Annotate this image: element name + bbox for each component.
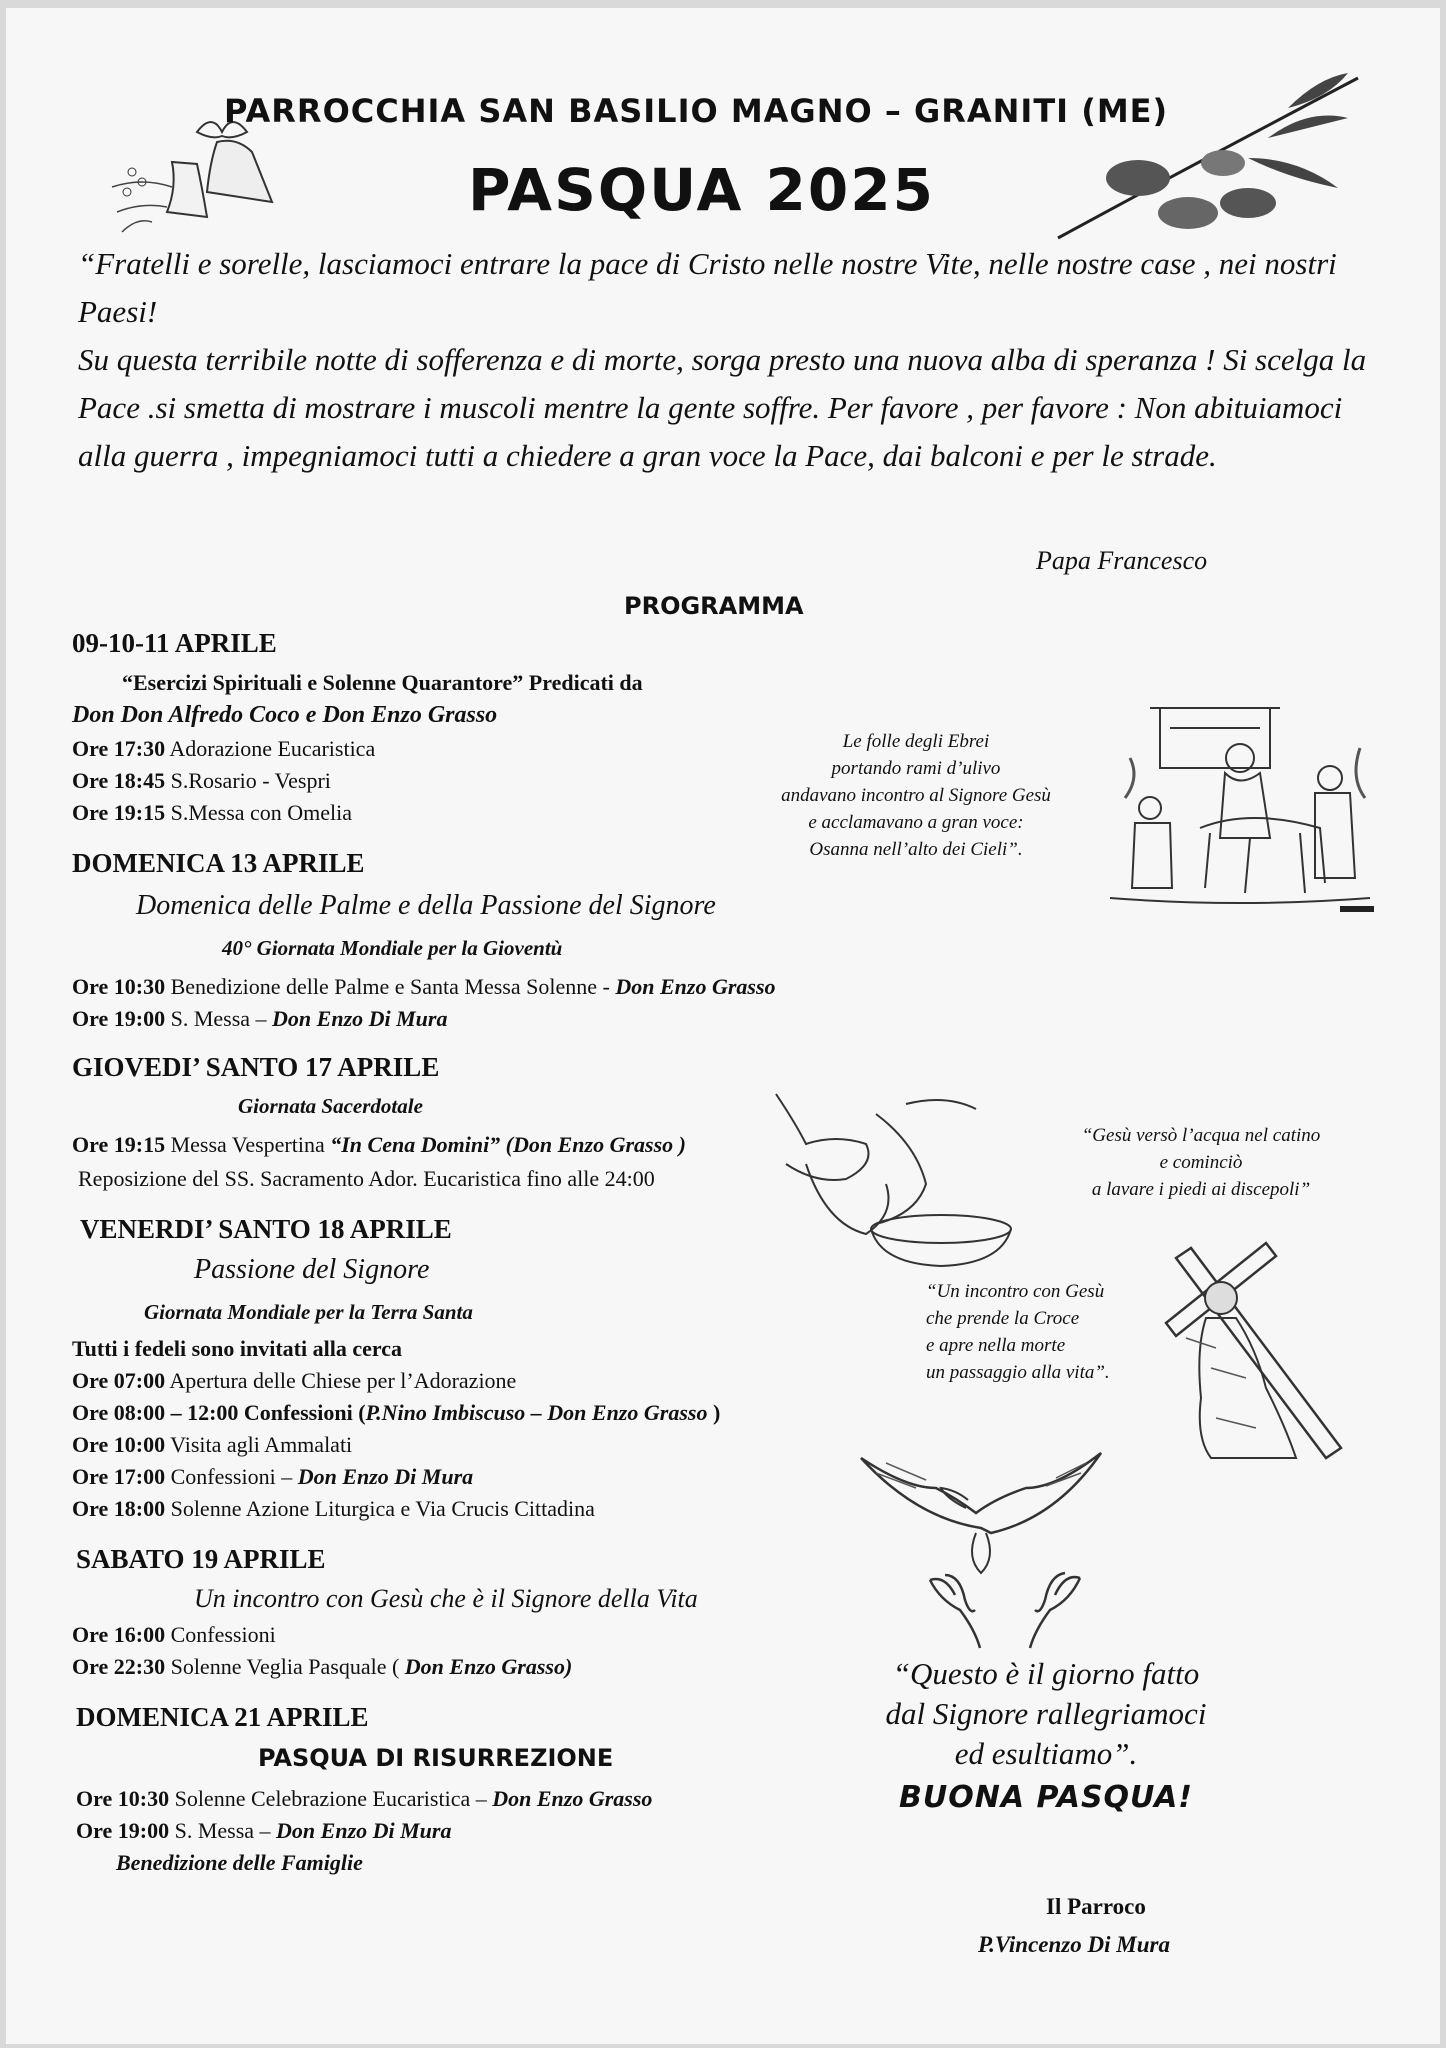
foot-washing-illustration — [766, 1084, 1016, 1274]
quote-paragraph: “Fratelli e sorelle, lasciamoci entrare la pace di Cristo nelle nostre Vite, nelle nostre case , nei nostri Paesi! — [78, 246, 1337, 329]
caption-cross: “Un incontro con Gesù che prende la Croce e apre nella morte un passaggio alla vita”. — [926, 1281, 1110, 1383]
day-heading: SABATO 19 APRILE — [76, 1544, 326, 1574]
day-note: Giornata Mondiale per la Terra Santa — [144, 1300, 473, 1324]
schedule-item: Ore 18:00 Solenne Azione Liturgica e Via Crucis Cittadina — [72, 1496, 595, 1521]
blessing-note: Benedizione delle Famiglie — [116, 1850, 363, 1875]
day-heading: DOMENICA 21 APRILE — [76, 1702, 369, 1732]
flyer-page — [6, 8, 1440, 2044]
schedule-item: Ore 10:30 Benedizione delle Palme e Santa Messa Solenne - Don Enzo Grasso — [72, 974, 776, 999]
signature-role: Il Parroco — [1046, 1894, 1146, 1919]
day-subtitle: Un incontro con Gesù che è il Signore della Vita — [194, 1584, 698, 1613]
schedule-item: Ore 16:00 Confessioni — [72, 1622, 276, 1647]
day-note: 40° Giornata Mondiale per la Gioventù — [222, 936, 563, 960]
signature-name: P.Vincenzo Di Mura — [978, 1932, 1170, 1957]
quote-author: Papa Francesco — [1036, 546, 1208, 575]
schedule-item: Ore 19:15 Messa Vespertina “In Cena Domini” (Don Enzo Grasso ) — [72, 1132, 686, 1157]
caption-feet: “Gesù versò l’acqua nel catino e cominciò a lavare i piedi ai discepoli” — [1081, 1125, 1321, 1200]
pope-quote — [78, 240, 1388, 480]
day-heading: 09-10-11 APRILE — [72, 628, 277, 658]
hands-icon — [920, 1570, 1090, 1650]
day-heading: VENERDI’ SANTO 18 APRILE — [80, 1214, 452, 1244]
schedule-item: Ore 08:00 – 12:00 Confessioni (P.Nino Imbiscuso – Don Enzo Grasso ) — [72, 1400, 721, 1425]
day-invite: Tutti i fedeli sono invitati alla cerca — [72, 1336, 402, 1361]
parish-name: PARROCCHIA SAN BASILIO MAGNO – GRANITI (ME) — [224, 92, 1169, 130]
day-heading: DOMENICA 13 APRILE — [72, 848, 365, 878]
schedule-item: Ore 19:00 S. Messa – Don Enzo Di Mura — [72, 1006, 448, 1031]
schedule-item: Ore 17:30 Adorazione Eucaristica — [72, 736, 376, 761]
schedule-item: Reposizione del SS. Sacramento Ador. Eucaristica fino alle 24:00 — [78, 1166, 655, 1191]
caption-palms: Le folle degli Ebrei portando rami d’ulivo andavano incontro al Signore Gesù e acclamavano a gran voce: Osanna nell’alto dei Cieli”. — [781, 731, 1051, 860]
day-note: Giornata Sacerdotale — [238, 1094, 423, 1118]
palm-entry-illustration — [1110, 698, 1380, 918]
schedule-item: Ore 19:15 S.Messa con Omelia — [72, 800, 353, 825]
dove-icon — [856, 1448, 1106, 1578]
schedule-item: Ore 22:30 Solenne Veglia Pasquale ( Don Enzo Grasso) — [72, 1654, 573, 1679]
quote-paragraph: Su questa terribile notte di sofferenza e di morte, sorga presto una nuova alba di speranza ! Si scelga la Pace .si smetta di mostrare i muscoli mentre la gente soffre. Per favore , per favore : Non abituiamoci alla guerra , impegniamoci tutti a chiedere a gran voce la Pace, dai balconi e per le strade. — [78, 342, 1367, 473]
day-note: PASQUA DI RISURREZIONE — [258, 1744, 614, 1772]
cross-carrying-illustration — [1156, 1228, 1356, 1468]
programma-heading: PROGRAMMA — [624, 592, 804, 620]
day-subtitle: “Esercizi Spirituali e Solenne Quarantore” Predicati da — [122, 670, 643, 695]
schedule-item: Ore 07:00 Apertura delle Chiese per l’Adorazione — [72, 1368, 517, 1393]
schedule-item: Ore 10:00 Visita agli Ammalati — [72, 1432, 353, 1457]
page-title: PASQUA 2025 — [468, 156, 935, 224]
closing-quote: “Questo è il giorno fatto dal Signore rallegriamoci ed esultiamo”. — [885, 1656, 1207, 1771]
preachers: Don Don Alfredo Coco e Don Enzo Grasso — [72, 702, 498, 728]
day-subtitle: Domenica delle Palme e della Passione del Signore — [136, 890, 716, 921]
day-subtitle: Passione del Signore — [194, 1254, 430, 1285]
schedule-item: Ore 18:45 S.Rosario - Vespri — [72, 768, 331, 793]
schedule-item: Ore 19:00 S. Messa – Don Enzo Di Mura — [76, 1818, 452, 1843]
schedule-item: Ore 10:30 Solenne Celebrazione Eucaristica – Don Enzo Grasso — [76, 1786, 653, 1811]
schedule-item: Ore 17:00 Confessioni – Don Enzo Di Mura — [72, 1464, 474, 1489]
easter-greeting: BUONA PASQUA! — [899, 1780, 1193, 1815]
day-heading: GIOVEDI’ SANTO 17 APRILE — [72, 1052, 440, 1082]
